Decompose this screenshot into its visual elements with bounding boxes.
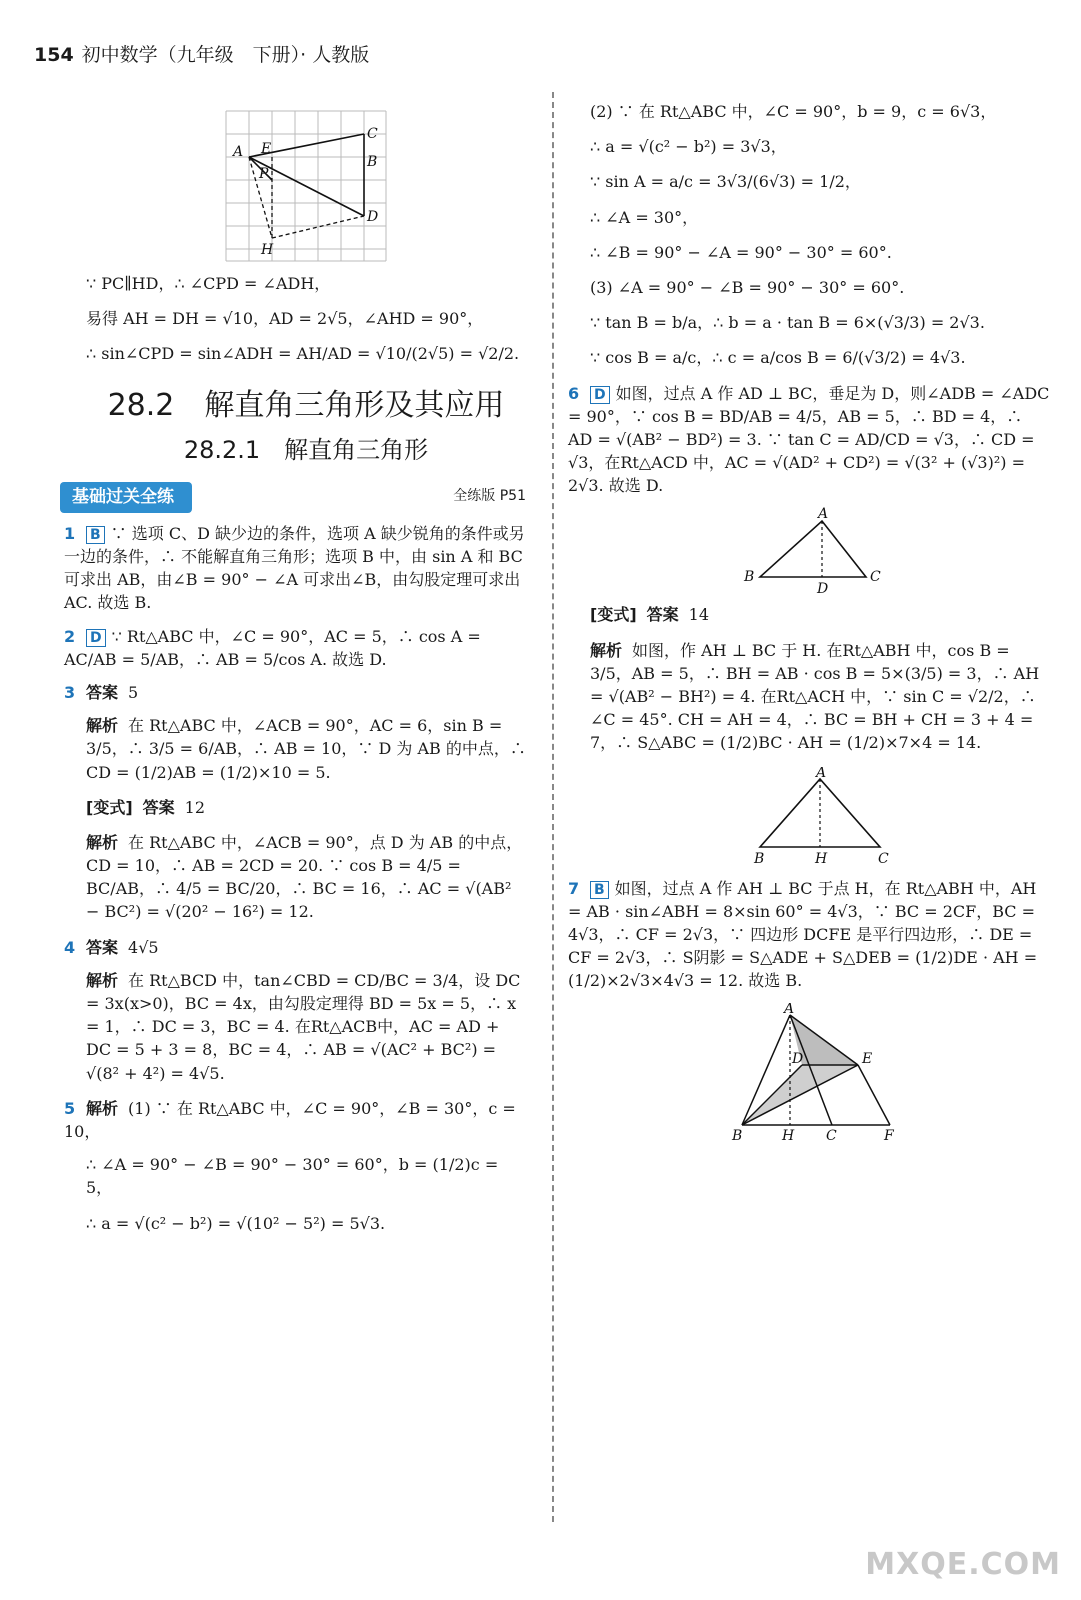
question-text: 如图，过点 A 作 AH ⊥ BC 于点 H，在 Rt△ABH 中，AH = AB · sin∠ABH = 8×sin 60° = 4√3，∵ BC = 2CF，BC = 4√3，∴ CF = 2√3，∵ 四边形 DCFE 是平行四边形，∴ DE = CF = 2√3，∴ S阴影 = S△ADE + S△DEB = (1/2)DE · AH = (1/2)×2√3×4√3 = 12. 故选 B. <box>568 878 1038 991</box>
label-A: A <box>818 507 829 523</box>
answer-value: 5 <box>128 682 139 702</box>
variant-label: [变式] <box>86 797 133 817</box>
label-B: B <box>732 1127 743 1143</box>
label-A: A <box>784 1002 795 1017</box>
text-line: ∴ a = √(c² − b²) = √(10² − 5²) = 5√3. <box>86 1213 386 1233</box>
analysis-text: 在 Rt△ABC 中，∠ACB = 90°，点 D 为 AB 的中点，CD = 10，∴ AB = 2CD = 20. ∵ cos B = 4/5 = BC/AB，∴ 4/5 = BC/20，∴ BC = 16，∴ AC = √(AB² − BC²) = √(20² − 16²) = 12. <box>86 832 523 922</box>
question-number: 6 <box>568 383 580 403</box>
question-text: ∵ 选项 C、D 缺少边的条件，选项 A 缺少锐角的条件或另一边的条件，∴ 不能解直角三角形；选项 B 中，由 sin A 和 BC 可求出 AB，由∠B = 90° − ∠A 可求出∠B，由勾股定理可求出 AC. 故选 B. <box>64 523 525 613</box>
label-D: D <box>817 581 829 598</box>
right-column <box>568 100 1050 1149</box>
answer-label: 答案 <box>142 797 175 817</box>
left-column <box>64 100 526 1247</box>
answer-label: 答案 <box>646 605 679 625</box>
analysis-text: 在 Rt△BCD 中，tan∠CBD = CD/BC = 3/4，设 DC = 3x(x>0)，BC = 4x，由勾股定理得 BD = 5x = 5，∴ x = 1，∴ DC = 3，BC = 4. 在Rt△ACB中，AC = AD + DC = 5 + 3 = 8，BC = 4，∴ AB = √(AC² + BC²) = √(8² + 4²) = 4√5. <box>86 970 521 1083</box>
answer-value: 12 <box>184 797 206 817</box>
analysis-label: 解析 <box>86 832 119 852</box>
label-D: D <box>792 1050 804 1067</box>
text-line: ∵ sin A = a/c = 3√3/(6√3) = 1/2， <box>590 172 861 192</box>
question-3 <box>64 681 526 704</box>
watermark: MXQE.COM <box>865 1547 1061 1582</box>
text-line: ∵ tan B = b/a，∴ b = a · tan B = 6×(√3/3) = 2√3. <box>590 313 985 333</box>
text-line: ∴ ∠A = 30°， <box>590 207 699 227</box>
question-7 <box>568 877 1050 993</box>
question-number: 2 <box>64 626 76 646</box>
analysis-label: 解析 <box>86 970 119 990</box>
analysis-3 <box>86 714 526 784</box>
question-5 <box>64 1097 526 1143</box>
label-B: B <box>367 154 378 170</box>
analysis-label: 解析 <box>86 1098 119 1118</box>
analysis-text: 如图，作 AH ⊥ BC 于 H. 在Rt△ABH 中，cos B = 3/5，AB = 5，∴ BH = AB · cos B = 5×(3/5) = 3，∴ AH = √(AB² − BH²) = 4. 在Rt△ACH 中，∵ sin C = √2/2，∴ ∠C = 45°. CH = AH = 4，∴ BC = BH + CH = 3 + 4 = 7，∴ S△ABC = (1/2)BC · AH = (1/2)×7×4 = 14. <box>590 640 1040 753</box>
label-H: H <box>782 1127 795 1143</box>
label-A: A <box>233 144 244 160</box>
text-line: 易得 AH = DH = √10，AD = 2√5，∠AHD = 90°， <box>86 309 484 329</box>
label-C: C <box>870 569 881 586</box>
exercise-bar <box>60 478 526 512</box>
question-number: 7 <box>568 878 580 898</box>
column-divider <box>552 92 554 1522</box>
label-C: C <box>367 126 378 142</box>
triangle-figure-6 <box>740 507 900 597</box>
question-2 <box>64 625 526 671</box>
label-H: H <box>261 242 274 258</box>
question-number: 1 <box>64 523 76 543</box>
question-number: 5 <box>64 1098 76 1118</box>
subsection-title: 28.2.1 解直角三角形 <box>183 436 429 465</box>
text-line: ∴ ∠B = 90° − ∠A = 90° − 30° = 60°. <box>590 242 892 262</box>
grid-figure <box>221 106 391 266</box>
question-number: 4 <box>64 937 76 957</box>
question-4 <box>64 936 526 959</box>
book-title: 初中数学（九年级 下册）· 人教版 <box>81 44 370 66</box>
answer-label: 答案 <box>86 682 119 702</box>
text-line: ∵ cos B = a/c，∴ c = a/cos B = 6/(√3/2) = 4√3. <box>590 348 966 368</box>
question-1 <box>64 522 526 615</box>
variant-6 <box>590 603 1050 626</box>
exercise-label: 基础过关全练 <box>60 482 192 513</box>
label-E: E <box>862 1050 873 1067</box>
question-number: 3 <box>64 682 76 702</box>
answer-label: 答案 <box>86 937 119 957</box>
answer-box: B <box>590 881 609 899</box>
variant-6-analysis <box>590 639 1050 755</box>
label-E: E <box>261 141 272 157</box>
section-title: 28.2 解直角三角形及其应用 <box>107 387 505 423</box>
variant-3 <box>86 796 526 819</box>
analysis-label: 解析 <box>86 716 119 736</box>
analysis-4 <box>86 969 526 1085</box>
label-A: A <box>816 766 827 781</box>
question-text: 如图，过点 A 作 AD ⊥ BC，垂足为 D，则∠ADB = ∠ADC = 90°，∵ cos B = BD/AB = 4/5，AB = 5，∴ BD = 4，∴ AD = √(AB² − BD²) = 3. ∵ tan C = AD/CD = √3，∴ CD = √3，在Rt△ACD 中，AC = √(AD² + CD²) = √(3² + (√3)²) = 2√3. 故选 D. <box>568 383 1050 496</box>
variant-label: [变式] <box>590 605 637 625</box>
parallelogram-figure-7 <box>720 1003 920 1143</box>
label-C: C <box>826 1127 837 1143</box>
analysis-text: (1) ∵ 在 Rt△ABC 中，∠C = 90°，∠B = 30°，c = 10， <box>64 1098 516 1141</box>
text-line: ∴ sin∠CPD = sin∠ADH = AH/AD = √10/(2√5) = √2/2. <box>86 344 520 364</box>
variant-3-analysis <box>86 831 526 924</box>
text-line: (2) ∵ 在 Rt△ABC 中，∠C = 90°，b = 9，c = 6√3， <box>590 102 997 121</box>
label-C: C <box>878 850 889 867</box>
triangle-figure-variant <box>740 767 900 867</box>
label-F: F <box>884 1127 894 1143</box>
exercise-ref: 全练版 P51 <box>453 487 526 504</box>
label-B: B <box>754 850 765 867</box>
answer-box: B <box>86 526 105 544</box>
question-text: ∵ Rt△ABC 中，∠C = 90°，AC = 5，∴ cos A = AC/AB = 5/AB，∴ AB = 5/cos A. 故选 D. <box>64 626 481 669</box>
page-number: 154 <box>34 44 74 66</box>
text-line: (3) ∠A = 90° − ∠B = 90° − 30° = 60°. <box>590 277 905 297</box>
answer-box: D <box>86 629 106 647</box>
text-line: ∵ PC∥HD，∴ ∠CPD = ∠ADH， <box>86 274 331 293</box>
page-header <box>34 40 369 67</box>
label-H: H <box>815 850 828 867</box>
answer-value: 14 <box>688 605 710 625</box>
label-P: P <box>259 166 269 182</box>
answer-box: D <box>590 386 610 404</box>
label-B: B <box>744 569 755 586</box>
analysis-label: 解析 <box>590 640 623 660</box>
label-D: D <box>367 209 379 225</box>
text-line: ∴ ∠A = 90° − ∠B = 90° − 30° = 60°，b = (1/2)c = 5， <box>86 1155 499 1198</box>
text-line: ∴ a = √(c² − b²) = 3√3， <box>590 137 787 157</box>
answer-value: 4√5 <box>128 937 159 957</box>
analysis-text: 在 Rt△ABC 中，∠ACB = 90°，AC = 6，sin B = 3/5，∴ 3/5 = 6/AB，∴ AB = 10，∵ D 为 AB 的中点，∴ CD = (1/2)AB = (1/2)×10 = 5. <box>86 716 526 782</box>
question-6 <box>568 382 1050 498</box>
